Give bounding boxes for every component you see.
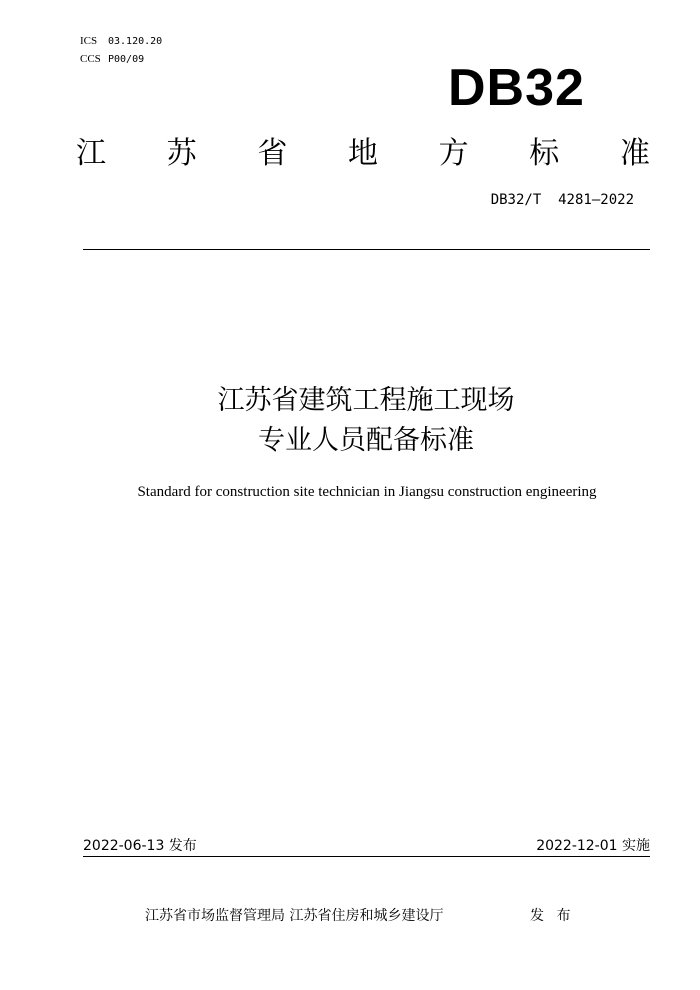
banner-char: 省	[257, 136, 288, 171]
ics-value: 03.120.20	[108, 36, 163, 47]
english-title: Standard for construction site technician in Jiangsu construction engineering	[137, 484, 597, 500]
banner-char: 地	[347, 136, 378, 171]
top-divider	[83, 249, 650, 250]
issue-label: 发 布	[530, 908, 571, 924]
ccs-value: P00/09	[108, 54, 145, 65]
banner-char: 苏	[166, 136, 197, 171]
banner-title	[76, 134, 650, 174]
ccs-code	[80, 52, 144, 67]
db32-logo: DB32	[448, 59, 585, 117]
banner-char: 方	[438, 136, 469, 171]
standard-number: DB32/T 4281—2022	[490, 192, 634, 208]
ics-label: ICS	[80, 35, 98, 47]
banner-char: 标	[529, 136, 560, 171]
implement-date: 2022-12-01 实施	[536, 838, 650, 854]
ccs-label: CCS	[80, 53, 101, 65]
document-title-line-1: 江苏省建筑工程施工现场	[217, 385, 515, 416]
bottom-divider	[83, 856, 650, 857]
publish-date: 2022-06-13 发布	[83, 838, 197, 854]
ics-code	[80, 34, 162, 49]
issuing-authorities: 江苏省市场监督管理局 江苏省住房和城乡建设厅	[145, 908, 444, 924]
document-title-line-2: 专业人员配备标准	[258, 425, 474, 456]
banner-char: 准	[619, 136, 650, 171]
banner-char: 江	[76, 136, 106, 171]
